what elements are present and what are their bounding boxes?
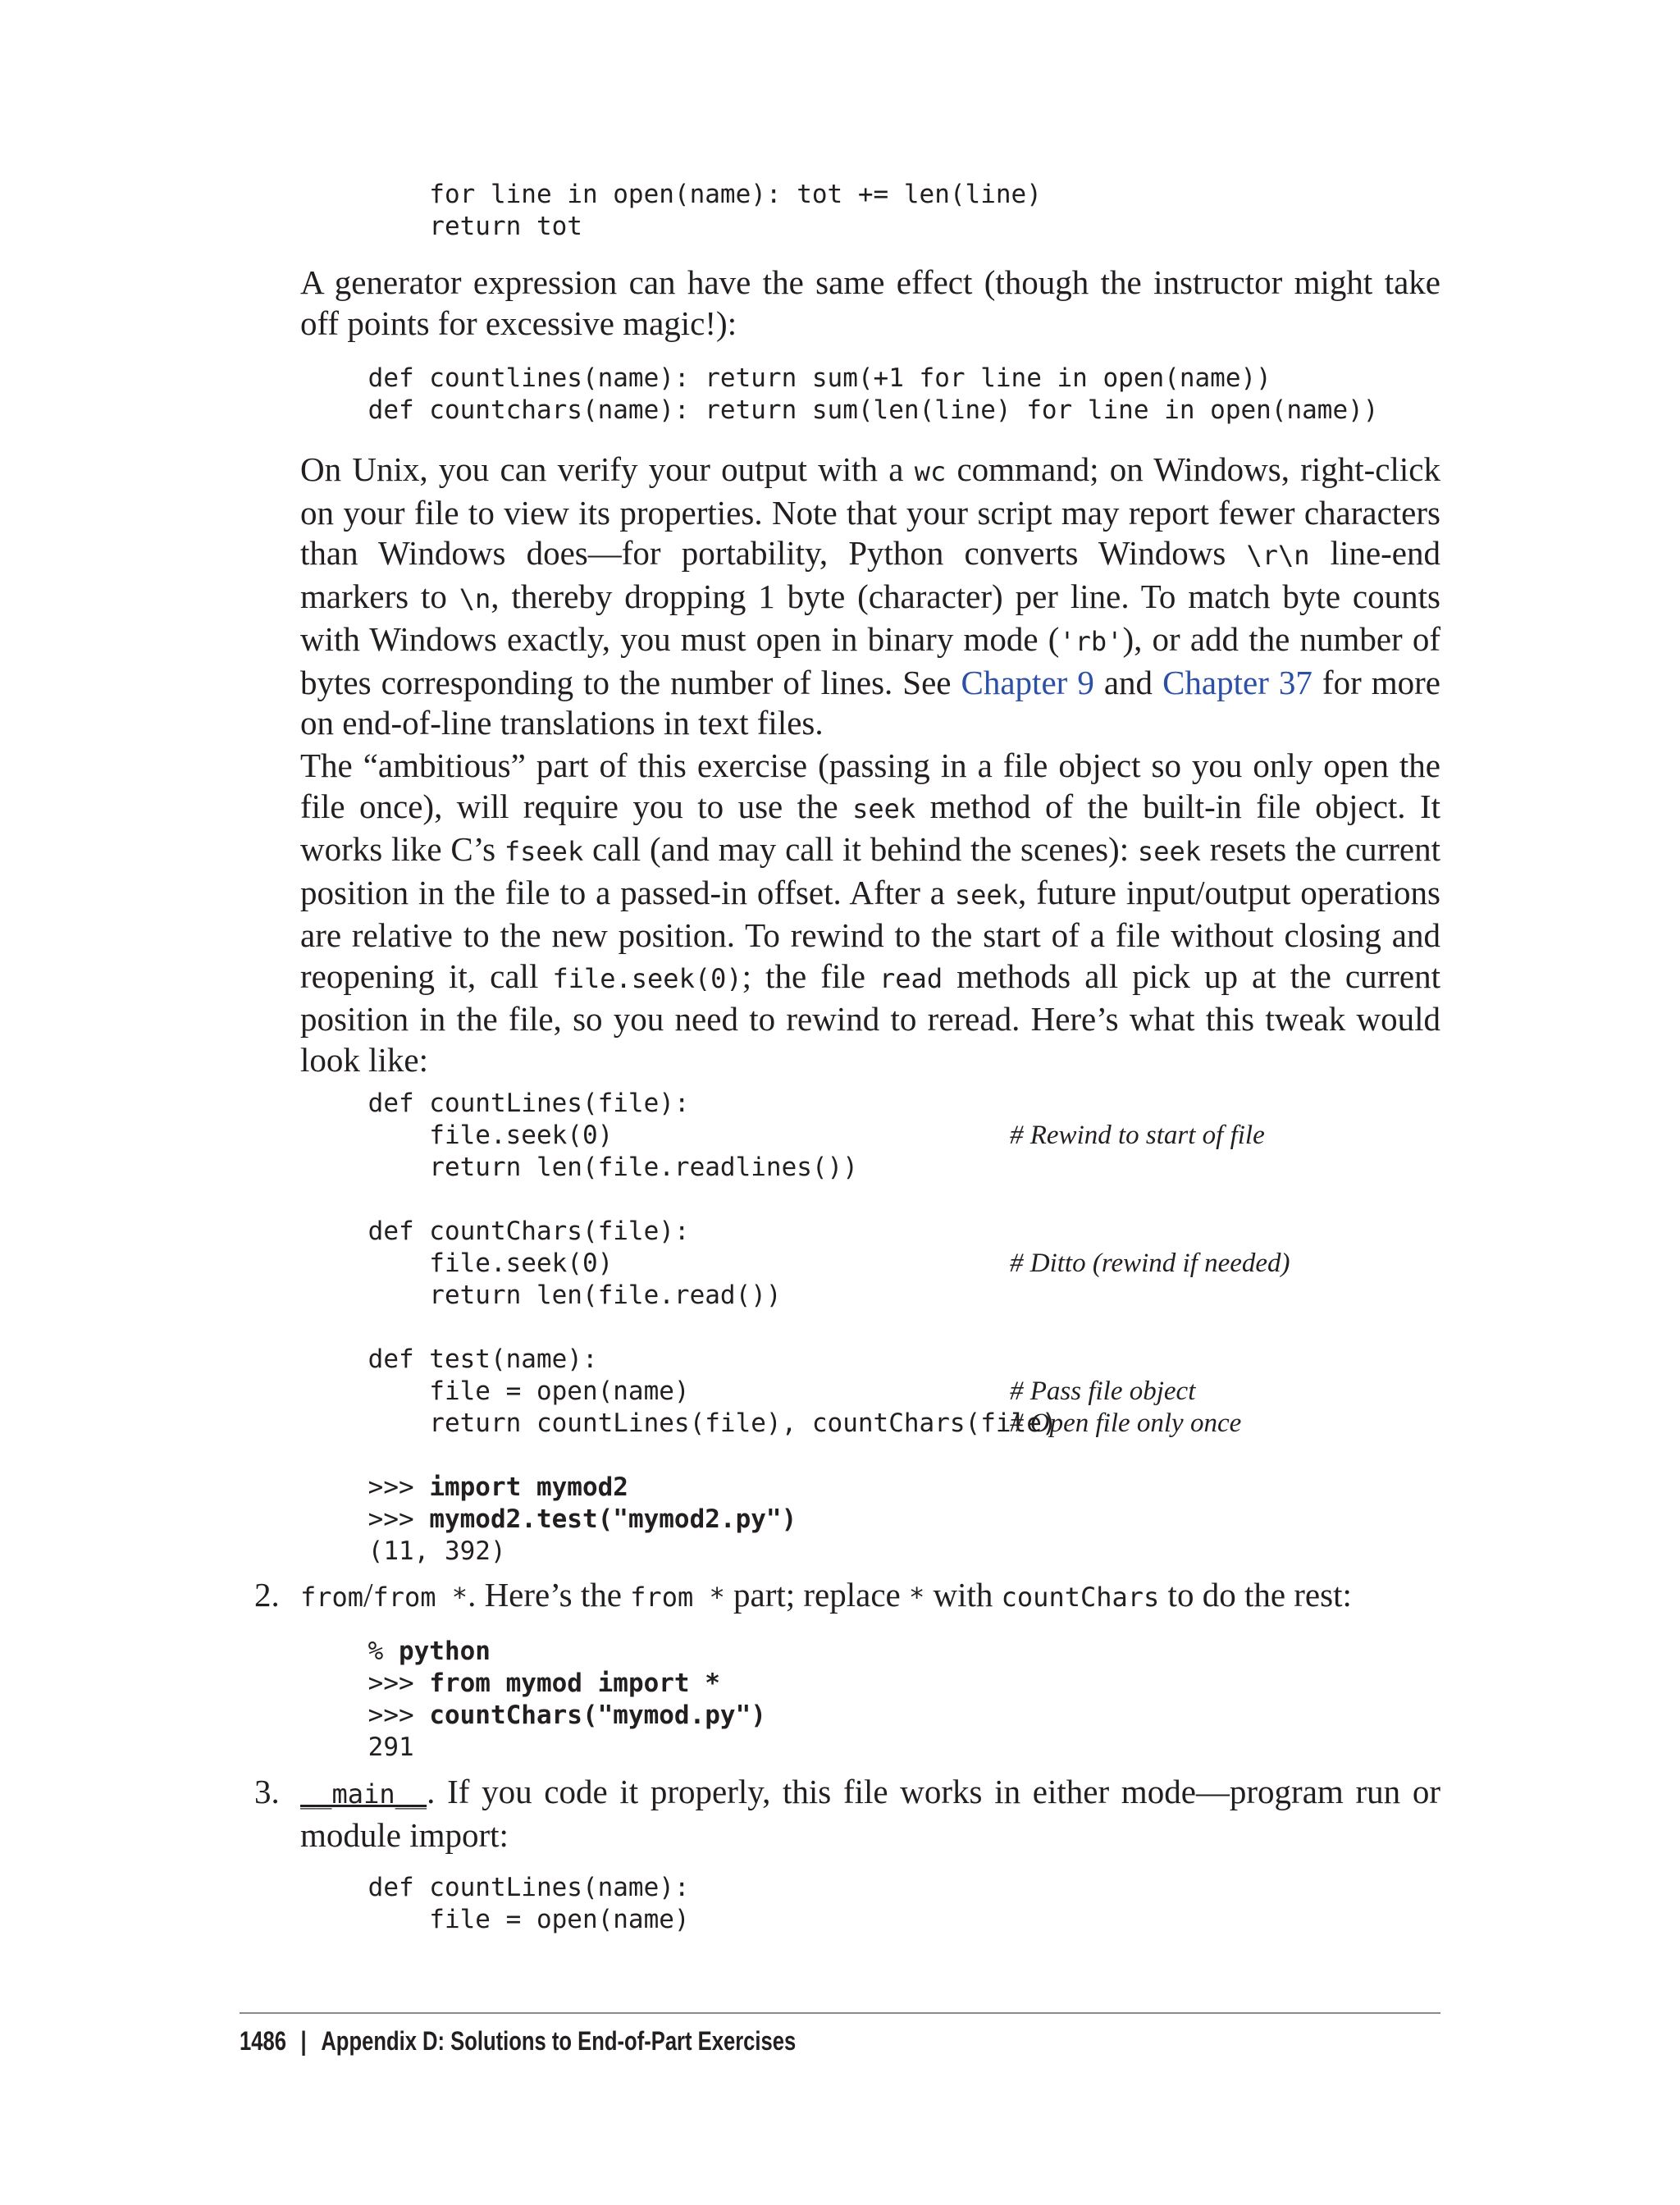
footer-rule	[240, 2012, 1440, 2014]
page-number: 1486	[240, 2026, 286, 2056]
prompt: %	[307, 1637, 399, 1666]
code-line: file = open(name)	[307, 1376, 690, 1406]
code-block-main	[307, 1872, 690, 1936]
prompt: >>>	[307, 1701, 430, 1730]
inline-code: seek	[852, 792, 916, 824]
inline-code: from	[300, 1582, 364, 1613]
inline-code: seek	[1137, 836, 1201, 867]
code-line: def countchars(name): return sum(len(line) for line in open(name))	[307, 395, 1379, 425]
user-input: import mymod2	[429, 1472, 628, 1502]
inline-code: wc	[914, 456, 947, 487]
list-number: 3.	[254, 1773, 280, 1810]
prompt: >>>	[307, 1504, 430, 1534]
inline-code: file.seek(0)	[552, 962, 742, 994]
code-line: return len(file.readlines())	[307, 1153, 858, 1182]
inline-code: fseek	[504, 836, 584, 867]
list-number: 2.	[254, 1576, 280, 1614]
inline-code: \n	[459, 582, 491, 614]
inline-code: 'rb'	[1059, 626, 1123, 657]
paragraph-seek: The “ambitious” part of this exercise (passing in a file object so you only open the file once), will require you to use the seek method of the built-in file object. It works like C’s fseek call (and may call it behind the scenes): seek resets the current position in the file to a passed-in offset. After a seek, future input/output operations are relative to the new position. To rewind to the start of a file without closing and reopening it, call file.seek(0); the file read methods all pick up at the current position in the file, so you need to rewind to reread. Here’s what this tweak would look like:	[300, 746, 1441, 1079]
user-input: from mymod import *	[429, 1669, 720, 1698]
code-block-top	[307, 179, 1042, 243]
user-input: countChars("mymod.py")	[429, 1701, 766, 1730]
code-block-tweak	[307, 1088, 1290, 1568]
inline-code: seek	[954, 879, 1018, 911]
code-comment: # Pass file object	[1010, 1376, 1196, 1406]
list-item-main: __main__. If you code it properly, this file works in either mode—program run or module import:	[300, 1773, 1440, 1854]
inline-code: from *	[630, 1582, 725, 1613]
code-block-from	[307, 1636, 766, 1764]
code-line: for line in open(name): tot += len(line)	[307, 180, 1042, 209]
code-line: return countLines(file), countChars(file)	[307, 1408, 1057, 1438]
code-line: def countChars(file):	[307, 1217, 690, 1246]
inline-code: from *	[372, 1582, 468, 1613]
code-line: def countlines(name): return sum(+1 for line in open(name))	[307, 363, 1271, 393]
running-title: Appendix D: Solutions to End-of-Part Exercises	[321, 2026, 797, 2056]
code-line: def countLines(file):	[307, 1089, 690, 1118]
chapter-37-link[interactable]: Chapter 37	[1162, 663, 1312, 701]
user-input: python	[398, 1637, 491, 1666]
code-comment: # Open file only once	[1010, 1408, 1242, 1438]
prompt: >>>	[307, 1472, 430, 1502]
list-item-from: from/from *. Here’s the from * part; replace * with countChars to do the rest:	[300, 1576, 1352, 1614]
code-line: file.seek(0)	[307, 1249, 614, 1278]
code-line: return tot	[307, 212, 582, 241]
code-comment: # Ditto (rewind if needed)	[1010, 1249, 1290, 1278]
code-line: def countLines(name):	[307, 1873, 690, 1902]
code-output: (11, 392)	[307, 1536, 506, 1566]
code-block-generator	[307, 363, 1378, 427]
paragraph-generator: A generator expression can have the same effect (though the instructor might take off points for excessive magic!):	[300, 263, 1440, 342]
page-footer	[240, 2023, 796, 2059]
code-line: file = open(name)	[307, 1905, 690, 1934]
code-output: 291	[307, 1732, 414, 1762]
code-comment: # Rewind to start of file	[1010, 1121, 1265, 1150]
code-line: def test(name):	[307, 1344, 598, 1374]
inline-code: \r\n	[1246, 540, 1310, 571]
user-input: mymod2.test("mymod2.py")	[429, 1504, 797, 1534]
inline-code: __main__	[300, 1778, 427, 1810]
prompt: >>>	[307, 1669, 430, 1698]
inline-code: read	[879, 962, 943, 994]
footer-separator: |	[300, 2026, 307, 2056]
inline-code: countChars	[1001, 1582, 1160, 1613]
chapter-9-link[interactable]: Chapter 9	[961, 663, 1094, 701]
paragraph-unix-windows: On Unix, you can verify your output with a wc command; on Windows, right-click on your file to view its properties. Note that your script may report fewer characters than Windows does—for portability, Python converts Windows \r\n line-end markers to \n, thereby dropping 1 byte (character) per line. To match byte counts with Windows exactly, you must open in binary mode ('rb'), or add the number of bytes corresponding to the number of lines. See Chapter 9 and Chapter 37 for more on end-of-line translations in text files.	[300, 450, 1440, 742]
inline-code: *	[908, 1582, 925, 1613]
code-line: file.seek(0)	[307, 1121, 614, 1150]
code-line: return len(file.read())	[307, 1281, 782, 1310]
